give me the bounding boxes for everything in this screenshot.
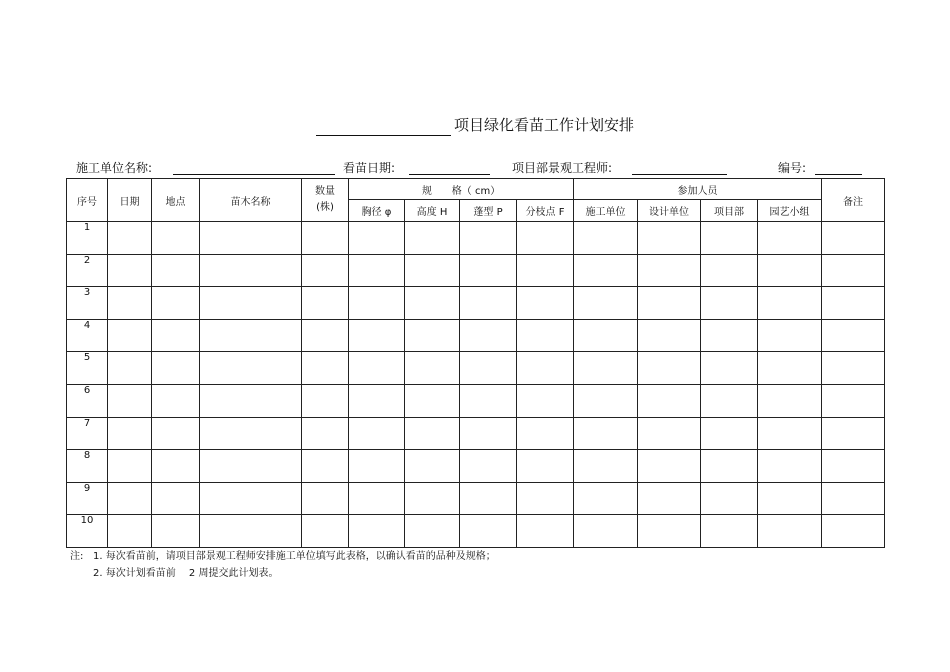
table-cell[interactable] bbox=[152, 482, 200, 515]
row-number: 3 bbox=[67, 287, 108, 320]
table-cell[interactable] bbox=[349, 222, 405, 255]
table-cell[interactable] bbox=[701, 319, 758, 352]
table-cell[interactable] bbox=[460, 482, 517, 515]
table-cell[interactable] bbox=[638, 254, 701, 287]
table-cell[interactable] bbox=[200, 222, 302, 255]
inspection-date-blank bbox=[409, 174, 490, 175]
table-row bbox=[67, 417, 885, 450]
row-number: 1 bbox=[67, 222, 108, 255]
table-cell[interactable] bbox=[405, 287, 460, 320]
table-cell[interactable] bbox=[152, 515, 200, 548]
number-blank bbox=[815, 174, 862, 175]
header-remark: 备注 bbox=[822, 179, 885, 222]
header-place: 地点 bbox=[152, 179, 200, 222]
table-cell[interactable] bbox=[152, 319, 200, 352]
table-cell[interactable] bbox=[405, 384, 460, 417]
table-cell[interactable] bbox=[349, 287, 405, 320]
table-cell[interactable] bbox=[460, 384, 517, 417]
table-cell[interactable] bbox=[302, 384, 349, 417]
table-cell[interactable] bbox=[517, 319, 574, 352]
table-cell[interactable] bbox=[200, 515, 302, 548]
table-cell[interactable] bbox=[302, 352, 349, 385]
table-cell[interactable] bbox=[460, 352, 517, 385]
header-spec-dbh: 胸径 φ bbox=[349, 200, 405, 222]
header-spec-height: 高度 H bbox=[405, 200, 460, 222]
table-cell[interactable] bbox=[574, 287, 638, 320]
table-cell[interactable] bbox=[822, 319, 885, 352]
table-cell[interactable] bbox=[302, 450, 349, 483]
table-cell[interactable] bbox=[574, 319, 638, 352]
table-cell[interactable] bbox=[758, 384, 822, 417]
table-cell[interactable] bbox=[460, 450, 517, 483]
header-quantity-top: 数量 bbox=[315, 186, 335, 197]
unit-name-blank bbox=[173, 174, 335, 175]
table-cell[interactable] bbox=[152, 222, 200, 255]
table-cell[interactable] bbox=[302, 254, 349, 287]
table-cell[interactable] bbox=[822, 450, 885, 483]
table-cell[interactable] bbox=[517, 482, 574, 515]
table-cell[interactable] bbox=[349, 254, 405, 287]
table-cell[interactable] bbox=[108, 482, 152, 515]
table-cell[interactable] bbox=[822, 254, 885, 287]
table-cell[interactable] bbox=[108, 319, 152, 352]
table-cell[interactable] bbox=[638, 482, 701, 515]
table-cell[interactable] bbox=[349, 450, 405, 483]
table-cell[interactable] bbox=[822, 417, 885, 450]
table-cell[interactable] bbox=[758, 254, 822, 287]
table-cell[interactable] bbox=[701, 450, 758, 483]
plan-table bbox=[66, 178, 885, 548]
table-cell[interactable] bbox=[302, 482, 349, 515]
table-cell[interactable] bbox=[405, 319, 460, 352]
header-participant-garden-team: 园艺小组 bbox=[758, 200, 822, 222]
table-cell[interactable] bbox=[460, 319, 517, 352]
table-cell[interactable] bbox=[152, 352, 200, 385]
table-cell[interactable] bbox=[758, 515, 822, 548]
table-cell[interactable] bbox=[574, 482, 638, 515]
table-cell[interactable] bbox=[574, 384, 638, 417]
notes-prefix: 注: bbox=[70, 551, 84, 562]
table-cell[interactable] bbox=[638, 417, 701, 450]
table-cell[interactable] bbox=[152, 254, 200, 287]
table-cell[interactable] bbox=[758, 222, 822, 255]
table-cell[interactable] bbox=[758, 319, 822, 352]
table-cell[interactable] bbox=[758, 417, 822, 450]
table-cell[interactable] bbox=[405, 515, 460, 548]
table-cell[interactable] bbox=[108, 450, 152, 483]
table-cell[interactable] bbox=[574, 222, 638, 255]
table-cell[interactable] bbox=[302, 287, 349, 320]
table-row bbox=[67, 222, 885, 255]
table-cell[interactable] bbox=[701, 352, 758, 385]
header-seq: 序号 bbox=[67, 179, 108, 222]
table-cell[interactable] bbox=[701, 417, 758, 450]
table-cell[interactable] bbox=[405, 450, 460, 483]
row-number: 4 bbox=[67, 319, 108, 352]
table-cell[interactable] bbox=[638, 352, 701, 385]
table-cell[interactable] bbox=[460, 515, 517, 548]
table-cell[interactable] bbox=[638, 384, 701, 417]
table-cell[interactable] bbox=[200, 450, 302, 483]
row-number: 10 bbox=[67, 515, 108, 548]
table-cell[interactable] bbox=[405, 352, 460, 385]
table-cell[interactable] bbox=[574, 254, 638, 287]
table-cell[interactable] bbox=[517, 450, 574, 483]
table-cell[interactable] bbox=[108, 384, 152, 417]
table-cell[interactable] bbox=[108, 254, 152, 287]
header-date: 日期 bbox=[108, 179, 152, 222]
table-cell[interactable] bbox=[758, 450, 822, 483]
table-cell[interactable] bbox=[574, 417, 638, 450]
table-cell[interactable] bbox=[152, 450, 200, 483]
header-spec: 规 格（ cm） bbox=[349, 179, 574, 200]
table-cell[interactable] bbox=[460, 287, 517, 320]
inspection-date-label: 看苗日期: bbox=[343, 161, 396, 175]
table-cell[interactable] bbox=[517, 417, 574, 450]
table-cell[interactable] bbox=[405, 417, 460, 450]
row-number: 9 bbox=[67, 482, 108, 515]
table-cell[interactable] bbox=[108, 515, 152, 548]
engineer-label: 项目部景观工程师: bbox=[512, 161, 613, 175]
table-cell[interactable] bbox=[349, 319, 405, 352]
table-cell[interactable] bbox=[758, 287, 822, 320]
table-cell[interactable] bbox=[517, 287, 574, 320]
table-cell[interactable] bbox=[758, 482, 822, 515]
table-row bbox=[67, 352, 885, 385]
row-number: 8 bbox=[67, 450, 108, 483]
table-cell[interactable] bbox=[200, 254, 302, 287]
row-number: 7 bbox=[67, 417, 108, 450]
table-cell[interactable] bbox=[405, 222, 460, 255]
table-row bbox=[67, 482, 885, 515]
table-row bbox=[67, 287, 885, 320]
table-cell[interactable] bbox=[349, 417, 405, 450]
row-number: 5 bbox=[67, 352, 108, 385]
table-cell[interactable] bbox=[638, 515, 701, 548]
header-participant-designer: 设计单位 bbox=[638, 200, 701, 222]
table-cell[interactable] bbox=[152, 417, 200, 450]
table-cell[interactable] bbox=[517, 222, 574, 255]
table-cell[interactable] bbox=[638, 287, 701, 320]
table-cell[interactable] bbox=[200, 417, 302, 450]
note-line-2: 2. 每次计划看苗前 2 周提交此计划表。 bbox=[93, 568, 279, 579]
table-row bbox=[67, 319, 885, 352]
table-row bbox=[67, 254, 885, 287]
table-cell[interactable] bbox=[822, 482, 885, 515]
header-seedling-name: 苗木名称 bbox=[200, 179, 302, 222]
table-cell[interactable] bbox=[200, 384, 302, 417]
table-cell[interactable] bbox=[302, 417, 349, 450]
table-cell[interactable] bbox=[517, 515, 574, 548]
unit-name-label: 施工单位名称: bbox=[76, 161, 153, 175]
table-cell[interactable] bbox=[108, 287, 152, 320]
table-cell[interactable] bbox=[701, 222, 758, 255]
table-cell[interactable] bbox=[758, 352, 822, 385]
header-quantity-unit: (株) bbox=[316, 202, 334, 213]
table-row bbox=[67, 450, 885, 483]
table-cell[interactable] bbox=[701, 254, 758, 287]
row-number: 2 bbox=[67, 254, 108, 287]
table-cell[interactable] bbox=[349, 352, 405, 385]
table-cell[interactable] bbox=[822, 515, 885, 548]
table-cell[interactable] bbox=[349, 515, 405, 548]
table-row bbox=[67, 515, 885, 548]
header-spec-branch-point: 分枝点 F bbox=[517, 200, 574, 222]
plan-table-body bbox=[67, 222, 885, 548]
table-cell[interactable] bbox=[701, 287, 758, 320]
table-cell[interactable] bbox=[517, 384, 574, 417]
document-title-row bbox=[0, 114, 950, 136]
table-cell[interactable] bbox=[460, 254, 517, 287]
row-number: 6 bbox=[67, 384, 108, 417]
number-label: 编号: bbox=[778, 161, 807, 175]
header-participants: 参加人员 bbox=[574, 179, 822, 200]
table-cell[interactable] bbox=[574, 352, 638, 385]
header-participant-project-dept: 项目部 bbox=[701, 200, 758, 222]
table-cell[interactable] bbox=[638, 222, 701, 255]
table-cell[interactable] bbox=[200, 352, 302, 385]
table-row bbox=[67, 384, 885, 417]
table-cell[interactable] bbox=[574, 515, 638, 548]
engineer-blank bbox=[632, 174, 727, 175]
table-cell[interactable] bbox=[574, 450, 638, 483]
table-cell[interactable] bbox=[517, 352, 574, 385]
table-cell[interactable] bbox=[302, 515, 349, 548]
table-cell[interactable] bbox=[822, 222, 885, 255]
table-cell[interactable] bbox=[302, 222, 349, 255]
header-spec-crown: 蓬型 P bbox=[460, 200, 517, 222]
header-quantity bbox=[302, 179, 349, 222]
title-blank-line bbox=[316, 119, 451, 136]
table-cell[interactable] bbox=[152, 287, 200, 320]
table-cell[interactable] bbox=[822, 287, 885, 320]
table-cell[interactable] bbox=[349, 384, 405, 417]
table-cell[interactable] bbox=[405, 482, 460, 515]
table-cell[interactable] bbox=[152, 384, 200, 417]
table-cell[interactable] bbox=[302, 319, 349, 352]
table-cell[interactable] bbox=[108, 417, 152, 450]
table-cell[interactable] bbox=[460, 222, 517, 255]
table-cell[interactable] bbox=[200, 287, 302, 320]
table-cell[interactable] bbox=[460, 417, 517, 450]
table-cell[interactable] bbox=[638, 450, 701, 483]
table-cell[interactable] bbox=[108, 222, 152, 255]
note-line-1: 1. 每次看苗前，请项目部景观工程师安排施工单位填写此表格，以确认看苗的品种及规格； bbox=[93, 551, 496, 562]
table-cell[interactable] bbox=[701, 384, 758, 417]
document-title: 项目绿化看苗工作计划安排 bbox=[453, 116, 634, 134]
table-cell[interactable] bbox=[701, 515, 758, 548]
table-cell[interactable] bbox=[822, 384, 885, 417]
table-cell[interactable] bbox=[108, 352, 152, 385]
table-cell[interactable] bbox=[638, 319, 701, 352]
table-cell[interactable] bbox=[701, 482, 758, 515]
table-cell[interactable] bbox=[517, 254, 574, 287]
table-cell[interactable] bbox=[200, 319, 302, 352]
table-cell[interactable] bbox=[349, 482, 405, 515]
header-participant-contractor: 施工单位 bbox=[574, 200, 638, 222]
table-cell[interactable] bbox=[822, 352, 885, 385]
table-cell[interactable] bbox=[200, 482, 302, 515]
table-cell[interactable] bbox=[405, 254, 460, 287]
